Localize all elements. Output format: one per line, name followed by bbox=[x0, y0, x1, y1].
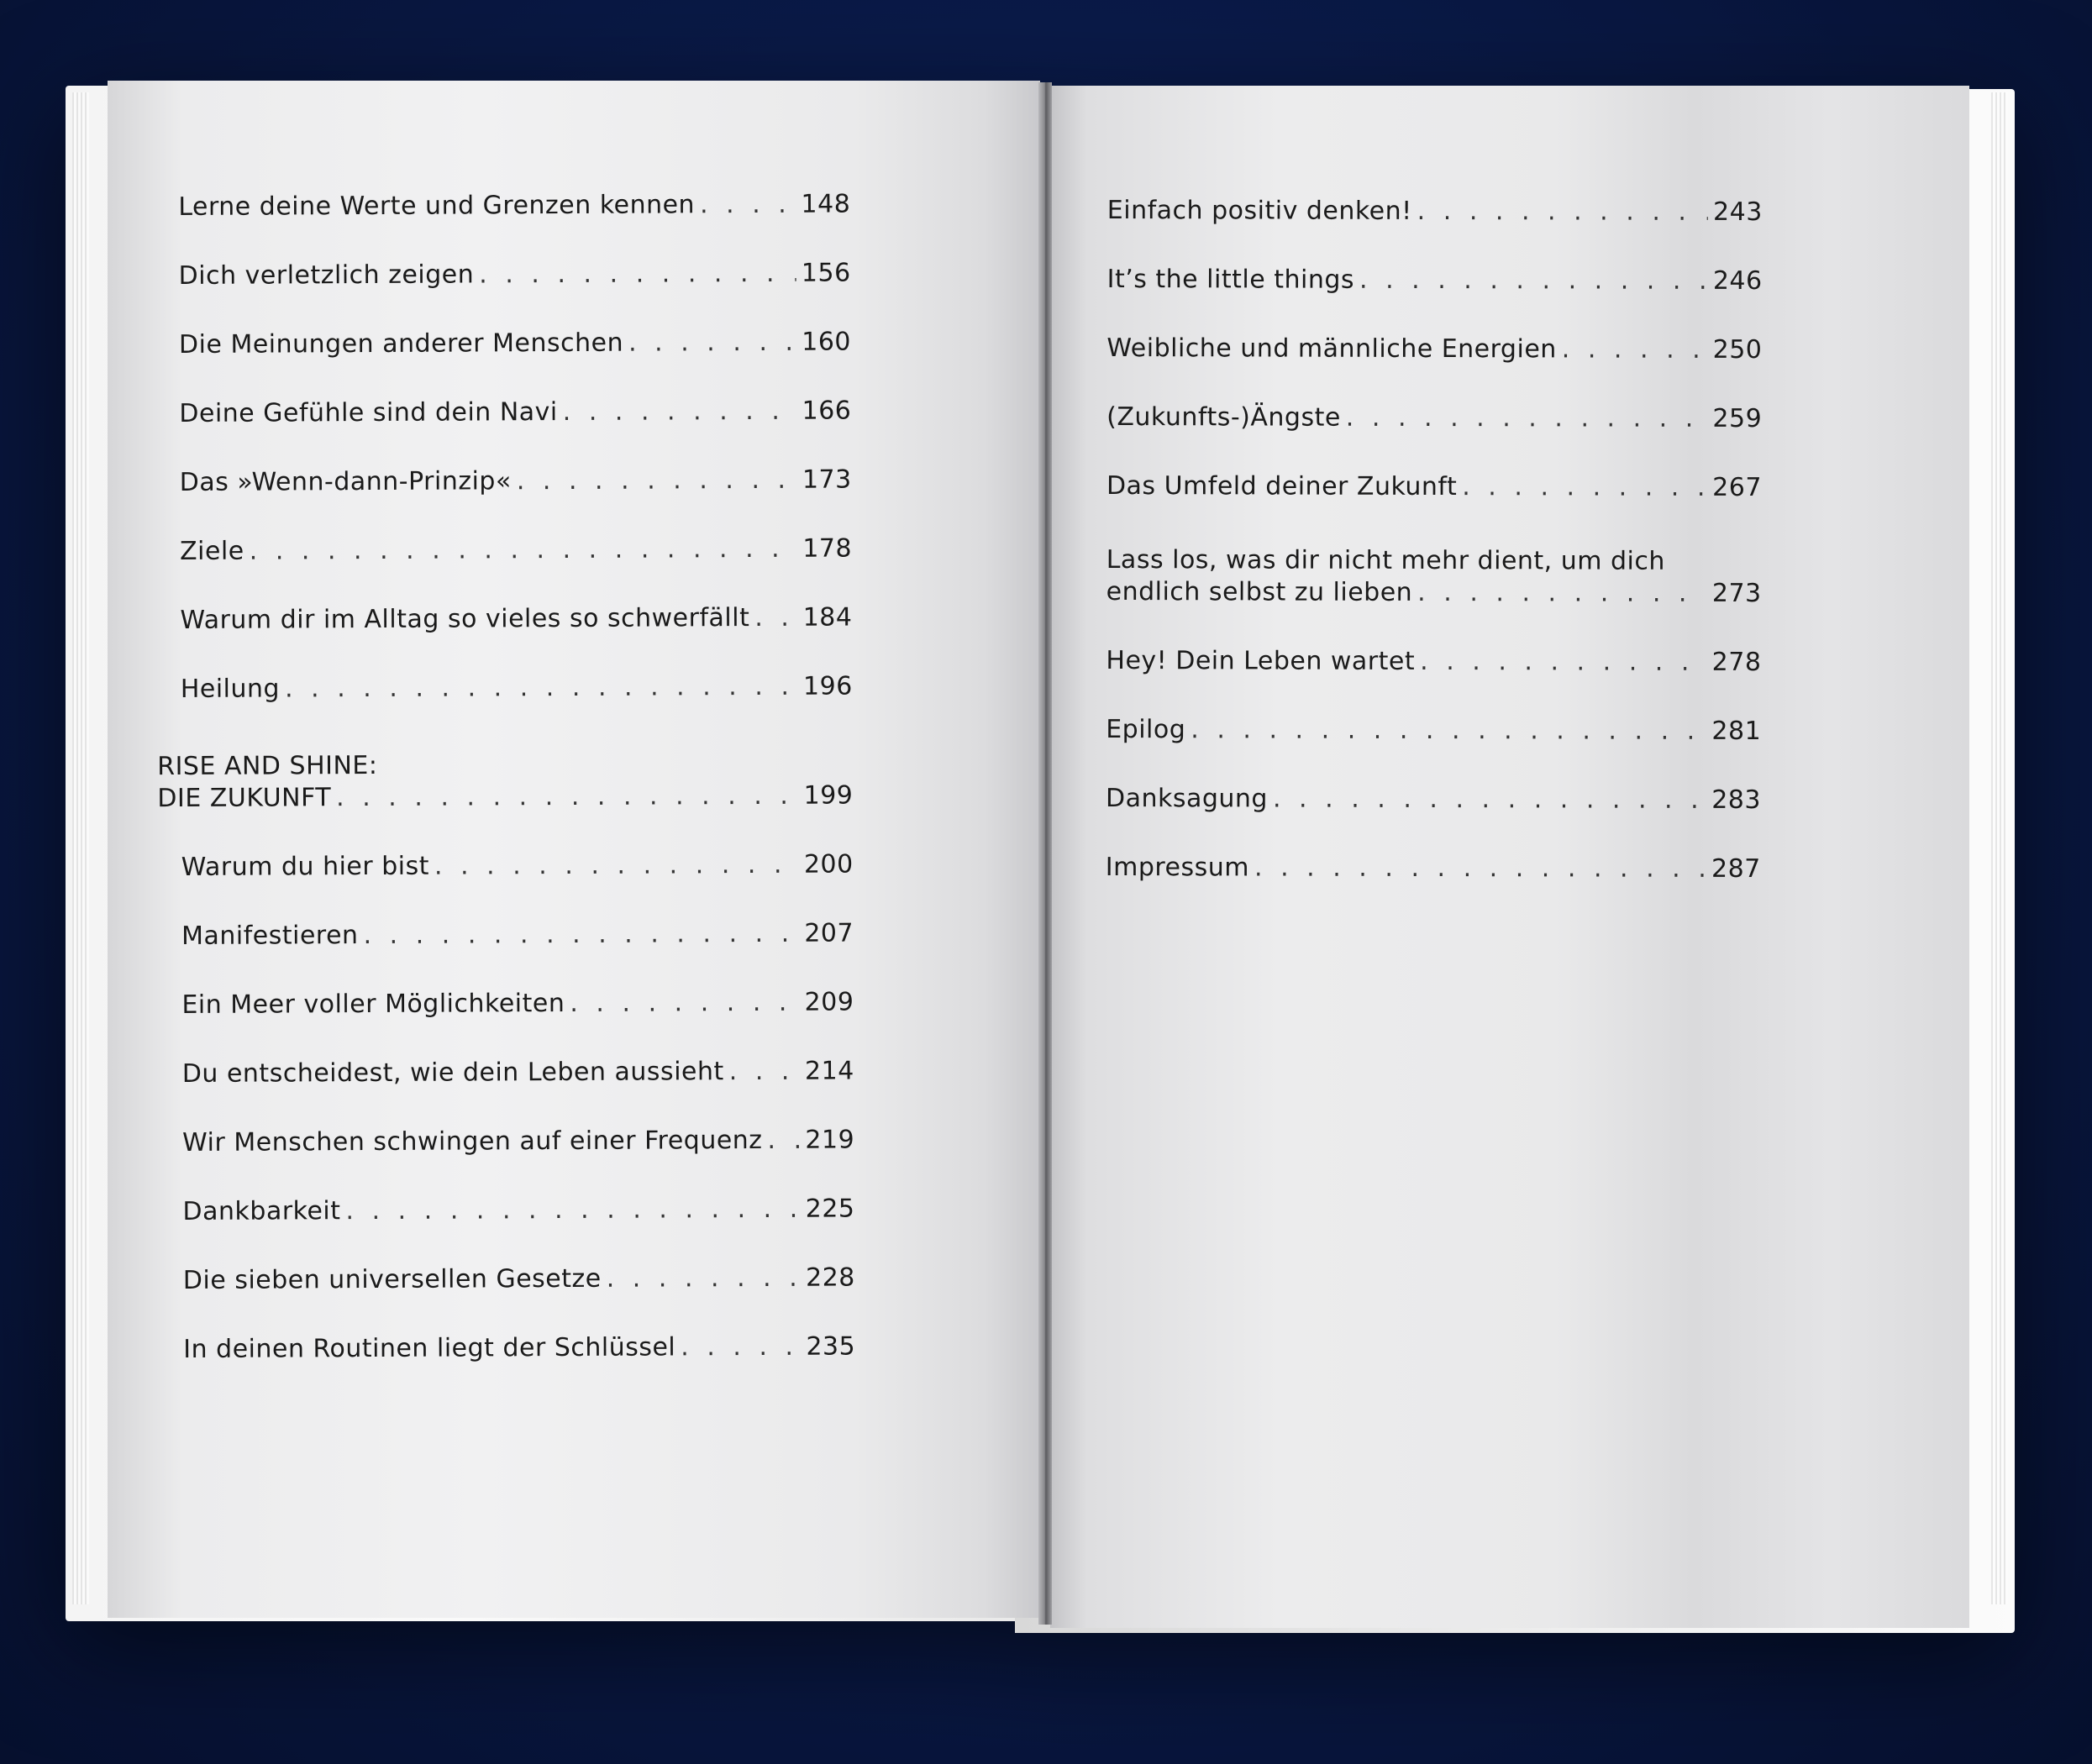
toc-entry-page: 156 bbox=[801, 258, 851, 288]
toc-entry-title: Weibliche und männliche Energien bbox=[1106, 333, 1557, 365]
toc-entry-title: Die Meinungen anderer Menschen bbox=[178, 328, 624, 360]
leader-dots bbox=[434, 849, 799, 883]
left-page-edges bbox=[72, 92, 89, 1604]
toc-entry-page: 219 bbox=[805, 1125, 855, 1155]
toc-entry bbox=[1106, 815, 1761, 885]
toc-entry bbox=[183, 1294, 855, 1365]
toc-entry-page: 281 bbox=[1711, 716, 1762, 747]
toc-entry-title: In deinen Routinen liegt der Schlüssel bbox=[183, 1332, 676, 1364]
leader-dots bbox=[1346, 402, 1708, 435]
toc-entry bbox=[179, 428, 851, 499]
toc-entry-title-line1: Lass los, was dir nicht mehr dient, um dich bbox=[1106, 544, 1665, 576]
leader-dots bbox=[345, 1194, 800, 1227]
toc-entry bbox=[181, 950, 854, 1021]
leader-dots bbox=[563, 396, 797, 428]
toc-entry-page: 225 bbox=[805, 1194, 855, 1224]
leader-dots bbox=[729, 1056, 800, 1088]
toc-entry bbox=[181, 881, 854, 953]
toc-entry bbox=[178, 221, 850, 292]
toc-entry bbox=[179, 359, 851, 430]
toc-entry bbox=[1106, 746, 1761, 816]
toc-entry-page: 273 bbox=[1711, 578, 1762, 609]
toc-entry-page: 196 bbox=[802, 671, 853, 701]
section-heading-line2: DIE ZUKUNFT bbox=[157, 783, 332, 814]
section-heading-page: 199 bbox=[803, 780, 854, 811]
leader-dots bbox=[363, 918, 799, 952]
toc-entry-page: 287 bbox=[1711, 853, 1761, 885]
toc-entry-page: 148 bbox=[801, 189, 851, 219]
toc-entry bbox=[1106, 365, 1762, 435]
toc-entry-title: Deine Gefühle sind dein Navi bbox=[179, 397, 558, 428]
leader-dots bbox=[1417, 196, 1708, 228]
leader-dots bbox=[767, 1125, 800, 1157]
toc-entry-page: 166 bbox=[802, 396, 852, 426]
leader-dots bbox=[570, 987, 799, 1020]
toc-entry bbox=[182, 1018, 854, 1089]
toc-entry bbox=[1107, 227, 1763, 297]
leader-dots bbox=[1417, 577, 1707, 610]
toc-entry-title: Hey! Dein Leben wartet bbox=[1106, 645, 1416, 676]
toc-entry-page: 278 bbox=[1711, 647, 1762, 678]
toc-entry bbox=[183, 1225, 855, 1296]
leader-dots bbox=[250, 533, 798, 568]
toc-entry bbox=[1106, 433, 1762, 504]
toc-entry-page: 267 bbox=[1712, 472, 1763, 503]
toc-entry bbox=[178, 152, 850, 223]
leader-dots bbox=[607, 1263, 802, 1295]
toc-entry-page: 214 bbox=[804, 1056, 854, 1086]
leader-dots bbox=[628, 327, 796, 360]
toc-entry-title: Das Umfeld deiner Zukunft bbox=[1106, 470, 1458, 502]
toc-entry-page: 228 bbox=[806, 1263, 855, 1293]
leader-dots bbox=[700, 189, 796, 221]
toc-entry-title: Warum du hier bist bbox=[181, 851, 430, 882]
toc-entry-title: Heilung bbox=[180, 674, 281, 704]
toc-entry-title: Manifestieren bbox=[181, 921, 359, 951]
toc-entry-title: Wir Menschen schwingen auf einer Frequenz bbox=[182, 1125, 763, 1158]
leader-dots bbox=[336, 780, 799, 814]
toc-entry-title: Das »Wenn-dann-Prinzip« bbox=[179, 466, 512, 497]
toc-entry-page: 173 bbox=[802, 465, 852, 495]
toc-entry-page: 178 bbox=[802, 533, 853, 564]
toc-entry bbox=[1107, 158, 1763, 228]
toc-entry bbox=[182, 1087, 854, 1158]
toc-entry-title-line2: endlich selbst zu lieben bbox=[1106, 576, 1413, 607]
toc-entry-title: Lerne deine Werte und Grenzen kennen bbox=[178, 190, 696, 222]
toc-entry-title: (Zukunfts-)Ängste bbox=[1106, 402, 1341, 433]
toc-entry-title: Dich verletzlich zeigen bbox=[178, 260, 475, 291]
leader-dots bbox=[1562, 333, 1708, 365]
toc-entry-page: 184 bbox=[802, 602, 853, 633]
leader-dots bbox=[1191, 714, 1706, 748]
leader-dots bbox=[1462, 471, 1707, 504]
toc-entry-page: 250 bbox=[1712, 334, 1763, 365]
leader-dots bbox=[681, 1331, 801, 1364]
toc-entry bbox=[182, 1156, 854, 1227]
toc-entry bbox=[1106, 677, 1761, 748]
toc-entry-multiline bbox=[1106, 502, 1762, 610]
toc-right-page bbox=[1106, 158, 1763, 885]
leader-dots bbox=[1420, 646, 1707, 679]
toc-entry-title: Epilog bbox=[1106, 714, 1186, 745]
toc-section-heading bbox=[157, 703, 854, 816]
toc-entry bbox=[1106, 608, 1761, 679]
toc-entry-title: Die sieben universellen Gesetze bbox=[182, 1263, 602, 1295]
toc-entry-title: Impressum bbox=[1105, 852, 1250, 883]
toc-entry bbox=[179, 290, 851, 361]
right-page-edges bbox=[1991, 92, 2008, 1604]
leader-dots bbox=[285, 671, 798, 706]
toc-entry-page: 207 bbox=[804, 918, 854, 948]
toc-entry bbox=[180, 565, 852, 637]
leader-dots bbox=[479, 258, 796, 291]
leader-dots bbox=[517, 465, 797, 497]
toc-entry-title: Dankbarkeit bbox=[182, 1196, 341, 1226]
toc-entry bbox=[180, 496, 852, 568]
leader-dots bbox=[754, 602, 798, 634]
toc-left-page bbox=[157, 152, 856, 1366]
toc-entry-page: 200 bbox=[803, 849, 854, 879]
book-gutter bbox=[1038, 82, 1052, 1625]
toc-entry-page: 246 bbox=[1712, 265, 1763, 297]
leader-dots bbox=[1254, 852, 1706, 885]
toc-entry-title: Ein Meer voller Möglichkeiten bbox=[181, 989, 565, 1020]
toc-entry bbox=[1106, 296, 1762, 366]
toc-entry-page: 209 bbox=[804, 987, 854, 1017]
toc-entry-title: It’s the little things bbox=[1106, 264, 1355, 295]
toc-entry-page: 283 bbox=[1711, 785, 1762, 816]
toc-entry-title: Danksagung bbox=[1105, 783, 1269, 814]
toc-entry-title: Warum dir im Alltag so vieles so schwerfällt bbox=[180, 603, 750, 635]
section-heading-line1: RISE AND SHINE: bbox=[157, 750, 378, 782]
toc-entry-title: Einfach positiv denken! bbox=[1106, 195, 1412, 226]
toc-entry-page: 243 bbox=[1713, 197, 1763, 228]
toc-entry bbox=[181, 812, 853, 884]
toc-entry-page: 160 bbox=[802, 327, 852, 357]
toc-entry-page: 235 bbox=[806, 1331, 856, 1362]
toc-entry-title: Ziele bbox=[179, 536, 244, 566]
toc-entry bbox=[181, 634, 853, 706]
toc-entry-title: Du entscheidest, wie dein Leben aussieht bbox=[181, 1057, 724, 1089]
leader-dots bbox=[1273, 784, 1706, 816]
leader-dots bbox=[1359, 265, 1708, 297]
toc-entry-page: 259 bbox=[1712, 403, 1763, 434]
